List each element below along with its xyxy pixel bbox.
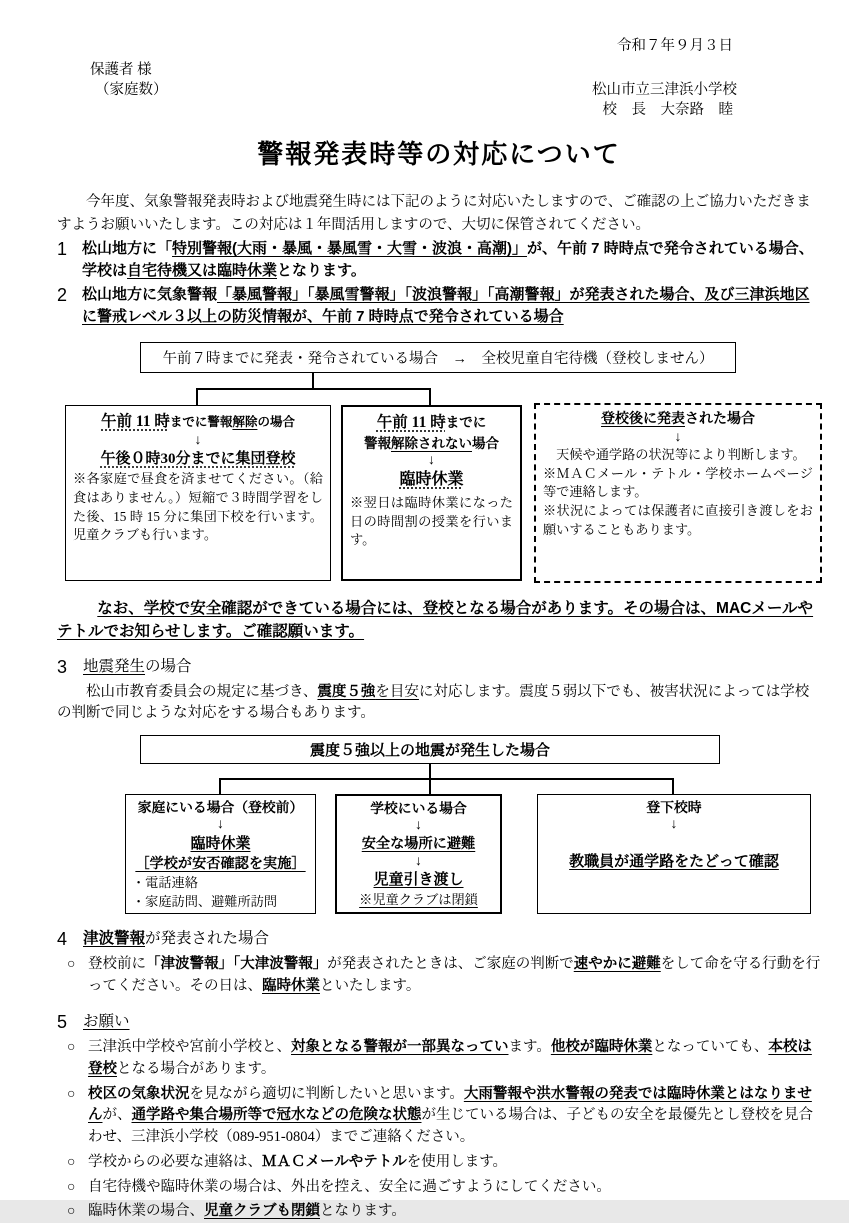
- arrow-down-icon: ↓: [415, 818, 422, 834]
- school-name: 松山市立三津浜小学校: [592, 82, 737, 98]
- circle-bullet-icon: ○: [67, 1204, 76, 1220]
- box-action: 臨時休業: [399, 471, 464, 489]
- box-action: 教職員が通学路をたどって確認: [569, 853, 779, 870]
- connector-line: [196, 388, 198, 405]
- circle-bullet-icon: ○: [67, 1086, 76, 1102]
- item-text: 松山地方に「特別警報(大雨・暴風・暴風雪・大雪・波浪・高潮)」が、午前 7 時時点で発令されている場合、学校は自宅待機又は臨時休業となります。: [82, 239, 814, 280]
- section-3-text: 松山市教育委員会の規定に基づき、震度５強を目安に対応します。震度５弱以下でも、被害状況によっては学校の判断で同じような対応をする場合もあります。: [57, 683, 810, 722]
- box-line: ※ＭＡＣメール・テトル・学校ホームページ等で連絡します。: [543, 465, 813, 500]
- flow-box-at-home: [125, 794, 316, 914]
- flow-top-box: 午前７時までに発表・発令されている場合 → 全校児童自宅待機（登校しません）: [140, 342, 736, 373]
- section-label: お願い: [83, 1012, 130, 1030]
- circle-bullet-icon: ○: [67, 1154, 76, 1170]
- numbered-item-2: [57, 284, 821, 329]
- circle-bullet-icon: ○: [67, 1040, 76, 1056]
- connector-line: [672, 778, 674, 794]
- section-label: 津波警報が発表された場合: [83, 930, 270, 948]
- box-heading: 学校にいる場合: [370, 801, 467, 817]
- section-5-heading: [57, 1010, 821, 1034]
- earthquake-top-box: 震度５強以上の地震が発生した場合: [140, 735, 720, 764]
- section-5-bullet: [57, 1037, 821, 1081]
- numbered-item-1: [57, 238, 821, 283]
- connector-line: [196, 388, 431, 390]
- section-4-heading: [57, 927, 821, 951]
- notice-text: なお、学校で安全確認ができている場合には、登校となる場合があります。その場合は、MACメールやテトルでお知らせします。ご確認願います。: [57, 599, 814, 641]
- box-heading: 登下校時: [646, 800, 702, 816]
- bullet-text: 臨時休業の場合、児童クラブも閉鎖となります。: [88, 1203, 406, 1220]
- intro-paragraph: 今年度、気象警報発表時および地震発生時には下記のように対応いたしますので、ご確認の上ご協力いただきますようお願いいたします。この対応は１年間活用しますので、大切に保管されてください。: [57, 194, 811, 233]
- recipient-name: 保護者 様: [90, 62, 152, 78]
- flow-box-at-school: [335, 794, 502, 914]
- box-list-item: ・家庭訪問、避難所訪問: [132, 893, 278, 909]
- arrow-down-icon: ↓: [415, 854, 422, 870]
- arrow-down-icon: ↓: [217, 817, 224, 833]
- box-heading: 午前 11 時までに警報解除の場合: [101, 412, 295, 430]
- recipient-sub: （家庭数）: [95, 82, 168, 98]
- box-action: 臨時休業: [190, 835, 251, 852]
- connector-line: [219, 778, 221, 794]
- arrow-down-icon: ↓: [194, 432, 202, 448]
- item-number: 2: [57, 284, 68, 305]
- flow-box-warning-not-cleared: [341, 405, 522, 581]
- box-heading: 警報解除されない場合: [364, 435, 499, 451]
- section-label: 地震発生の場合: [83, 658, 192, 676]
- item-number: 1: [57, 238, 68, 259]
- box-line: 天候や通学路の状況等により判断します。: [543, 446, 806, 462]
- connector-line: [312, 373, 314, 388]
- section-5-bullet: [57, 1084, 821, 1149]
- box-line: ※状況によっては保護者に直接引き渡しをお願いすることもあります。: [543, 502, 813, 537]
- section-number: 5: [57, 1011, 68, 1032]
- arrow-down-icon: ↓: [670, 817, 678, 833]
- section-3-heading: [57, 655, 821, 679]
- section-5-bullet: [57, 1152, 821, 1174]
- connector-line: [429, 764, 431, 778]
- box-note: ※各家庭で昼食を済ませてください。（給食はありません。）短縮で３時間学習をした後、15 時 15 分に集団下校を行います。児童クラブも行います。: [73, 471, 323, 543]
- flow-box-warning-cleared: [65, 405, 331, 581]
- document-date: 令和７年９月３日: [617, 38, 733, 54]
- section-number: 3: [57, 657, 68, 678]
- box-action: 午後０時30分までに集団登校: [100, 450, 296, 467]
- connector-line: [219, 778, 674, 780]
- box-heading: 家庭にいる場合（登校前）: [137, 800, 304, 816]
- bullet-text: 校区の気象状況を見ながら適切に判断したいと思います。大雨警報や洪水警報の発表では臨時休業とはなりませんが、通学路や集合場所等で冠水などの危険な状態が生じている場合は、子どもの安全を最優先とし登校を見合わせ、三津浜小学校（089-951-0804）までご連絡ください。: [88, 1085, 813, 1146]
- circle-bullet-icon: ○: [67, 957, 76, 973]
- box-action: 安全な場所に避難: [361, 835, 476, 852]
- box-action: 児童引き渡し: [373, 872, 464, 889]
- connector-line: [429, 388, 431, 405]
- circle-bullet-icon: ○: [67, 1179, 76, 1195]
- notice-paragraph: [57, 597, 821, 644]
- section-3-paragraph: [57, 682, 821, 726]
- bullet-text: 三津浜中学校や宮前小学校と、対象となる警報が一部異なっています。他校が臨時休業となっていても、本校は登校となる場合があります。: [88, 1039, 812, 1077]
- box-note: ※翌日は臨時休業になった日の時間割の授業を行います。: [350, 494, 513, 548]
- arrow-down-icon: ↓: [428, 452, 435, 468]
- earthquake-flow-diagram: [57, 735, 821, 915]
- box-list-item: ・電話連絡: [132, 875, 198, 891]
- arrow-down-icon: ↓: [674, 429, 682, 445]
- box-action: ［学校が安否確認を実施］: [135, 855, 306, 872]
- box-heading: 午前 11 時までに: [376, 413, 487, 431]
- section-5-bullet: [57, 1177, 821, 1199]
- bullet-text: 学校からの必要な連絡は、ＭＡＣメールやテトルを使用します。: [88, 1153, 508, 1170]
- section-4-bullet: [57, 954, 821, 998]
- principal-name: 校 長 大奈路 睦: [602, 102, 733, 118]
- spacer: [544, 834, 804, 852]
- letter-header: [57, 36, 821, 120]
- bullet-text: 登校前に「津波警報」「大津波警報」が発表されたときは、ご家庭の判断で速やかに避難をして命を守る行動を行ってください。その日は、臨時休業といたします。: [88, 956, 821, 995]
- page-title: 警報発表時等の対応について: [257, 139, 621, 169]
- flow-box-announced-after-arrival: [534, 403, 822, 583]
- item-text: 松山地方に気象警報「暴風警報」「暴風雪警報」「波浪警報」「高潮警報」が発表された場合、及び三津浜地区に警戒レベル３以上の防災情報が、午前 7 時時点で発令されている場合: [82, 285, 810, 326]
- box-heading: 登校後に発表された場合: [601, 411, 755, 427]
- bullet-text: 自宅待機や臨時休業の場合は、外出を控え、安全に過ごすようにしてください。: [88, 1178, 611, 1195]
- warning-flow-diagram: [57, 342, 821, 584]
- flow-box-commuting: [537, 794, 811, 914]
- section-5-bullet: [57, 1201, 821, 1223]
- box-note: ※児童クラブは閉鎖: [359, 892, 478, 908]
- connector-line: [429, 778, 431, 794]
- section-number: 4: [57, 929, 68, 950]
